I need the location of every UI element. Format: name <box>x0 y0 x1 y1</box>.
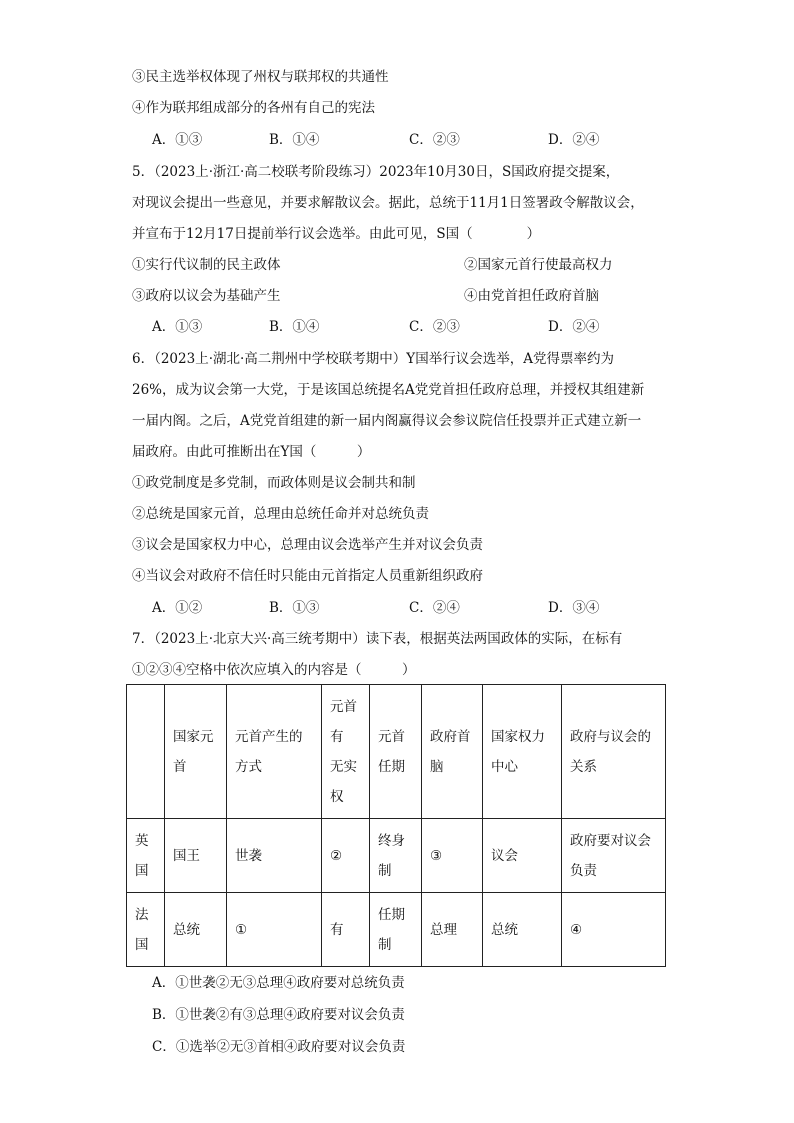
q6-item-4: ④当议会对政府不信任时只能由元首指定人员重新组织政府 <box>132 568 483 584</box>
cell-term <box>370 819 422 893</box>
cell-line: 权 <box>330 788 344 805</box>
cell-line: 终身 <box>378 832 405 849</box>
cell-line: 方式 <box>235 758 262 775</box>
cell-head-of-state: 国王 <box>165 819 227 893</box>
q6-stem-line-3: 一届内阁。之后，A党党首组建的新一届内阁赢得议会参议院信任投票并正式建立新一 <box>132 413 642 429</box>
cell-line: 首 <box>173 758 187 775</box>
q6-item-1: ①政党制度是多党制，而政体则是议会制共和制 <box>132 475 416 491</box>
q6-option-d[interactable]: D．③④ <box>548 600 600 616</box>
cell-line: 中心 <box>491 758 518 775</box>
cell-head-of-state: 总统 <box>165 893 227 967</box>
cell-country <box>127 893 165 967</box>
q4-item-4: ④作为联邦组成部分的各州有自己的宪法 <box>132 100 375 116</box>
q4-options <box>152 130 622 150</box>
header-cell-selection-method <box>227 685 322 819</box>
q7-stem-line-1: 7．（2023上·北京大兴·高三统考期中）读下表，根据英法两国政体的实际，在标有 <box>132 631 623 647</box>
q7-option-c[interactable]: C．①选举②无③首相④政府要对议会负责 <box>152 1039 406 1055</box>
q6-option-b[interactable]: B．①③ <box>269 600 320 616</box>
header-cell-head-of-state <box>165 685 227 819</box>
cell-line: 国家元 <box>173 728 214 745</box>
cell-term <box>370 893 422 967</box>
q6-options <box>152 598 622 618</box>
q5-item-4: ④由党首担任政府首脑 <box>464 288 599 304</box>
q6-option-a[interactable]: A．①② <box>152 600 203 616</box>
header-cell-real-power <box>322 685 370 819</box>
q6-item-3: ③议会是国家权力中心，总理由议会选举产生并对议会负责 <box>132 537 483 553</box>
q4-option-a[interactable]: A．①③ <box>152 132 203 148</box>
header-cell-term <box>370 685 422 819</box>
cell-selection-method: 世袭 <box>227 819 322 893</box>
header-cell-blank <box>127 685 165 819</box>
q6-stem-line-2: 26%，成为议会第一大党，于是该国总统提名A党党首担任政府总理，并授权其组建新 <box>132 382 645 398</box>
q5-stem-line-1: 5．（2023上·浙江·高二校联考阶段练习）2023年10月30日，S国政府提交提案， <box>132 164 620 180</box>
cell-head-of-government: ③ <box>422 819 483 893</box>
cell-line: 国家权力 <box>491 728 545 745</box>
q5-item-3: ③政府以议会为基础产生 <box>132 288 281 304</box>
cell-gov-parliament-relation: ④ <box>562 893 666 967</box>
q4-option-d[interactable]: D．②④ <box>548 132 600 148</box>
cell-line: 任期 <box>378 906 405 923</box>
cell-power-center: 议会 <box>483 819 562 893</box>
q7-stem-line-2: ①②③④空格中依次应填入的内容是（ ） <box>132 662 416 678</box>
cell-power-center: 总统 <box>483 893 562 967</box>
cell-line: 政府要对议会 <box>570 832 651 849</box>
cell-line: 政府首 <box>430 728 471 745</box>
cell-line: 脑 <box>430 758 444 775</box>
q5-option-a[interactable]: A．①③ <box>152 319 203 335</box>
cell-line: 负责 <box>570 862 597 879</box>
cell-line: 国 <box>135 936 149 953</box>
q6-option-c[interactable]: C．②④ <box>409 600 460 616</box>
q5-option-d[interactable]: D．②④ <box>548 319 600 335</box>
q5-options <box>152 317 622 337</box>
q7-option-a[interactable]: A．①世袭②无③总理④政府要对总统负责 <box>152 975 405 991</box>
cell-selection-method: ① <box>227 893 322 967</box>
q5-item-1: ①实行代议制的民主政体 <box>132 257 281 273</box>
cell-line: 制 <box>378 936 392 953</box>
cell-line: 法 <box>135 906 149 923</box>
cell-line: 元首 <box>378 728 405 745</box>
q6-stem-line-1: 6．（2023上·湖北·高二荆州中学校联考期中）Y国举行议会选举，A党得票率约为 <box>132 351 614 367</box>
cell-real-power: 有 <box>322 893 370 967</box>
q4-option-c[interactable]: C．②③ <box>409 132 460 148</box>
cell-line: 元首 <box>330 698 357 715</box>
q4-option-b[interactable]: B．①④ <box>269 132 320 148</box>
cell-head-of-government: 总理 <box>422 893 483 967</box>
q5-option-b[interactable]: B．①④ <box>269 319 320 335</box>
cell-line: 制 <box>378 862 392 879</box>
table-row-france <box>127 893 666 967</box>
cell-gov-parliament-relation <box>562 819 666 893</box>
cell-line: 国 <box>135 862 149 879</box>
cell-line: 关系 <box>570 758 597 775</box>
q5-stem-line-3: 并宣布于12月17日提前举行议会选举。由此可见，S国（ ） <box>132 226 541 242</box>
cell-line: 英 <box>135 832 149 849</box>
q5-stem-line-2: 对现议会提出一些意见，并要求解散议会。据此，总统于11月1日签署政令解散议会， <box>132 195 644 211</box>
table-header-row <box>127 685 666 819</box>
q6-stem-line-4: 届政府。由此可推断出在Y国（ ） <box>132 444 371 460</box>
header-cell-gov-parliament-relation <box>562 685 666 819</box>
cell-line: 政府与议会的 <box>570 728 651 745</box>
q5-items-row-1 <box>132 255 652 275</box>
q5-items-row-2 <box>132 286 652 306</box>
header-cell-head-of-government <box>422 685 483 819</box>
q5-item-2: ②国家元首行使最高权力 <box>464 257 613 273</box>
cell-line: 任期 <box>378 758 405 775</box>
q5-option-c[interactable]: C．②③ <box>409 319 460 335</box>
q4-item-3: ③民主选举权体现了州权与联邦权的共通性 <box>132 69 389 85</box>
cell-country <box>127 819 165 893</box>
q7-option-b[interactable]: B．①世袭②有③总理④政府要对议会负责 <box>152 1007 405 1023</box>
q6-item-2: ②总统是国家元首，总理由总统任命并对总统负责 <box>132 506 429 522</box>
cell-line: 无实 <box>330 758 357 775</box>
header-cell-power-center <box>483 685 562 819</box>
cell-line: 有 <box>330 728 344 745</box>
comparison-table <box>126 684 666 967</box>
cell-line: 元首产生的 <box>235 728 303 745</box>
cell-real-power: ② <box>322 819 370 893</box>
table-row-britain <box>127 819 666 893</box>
